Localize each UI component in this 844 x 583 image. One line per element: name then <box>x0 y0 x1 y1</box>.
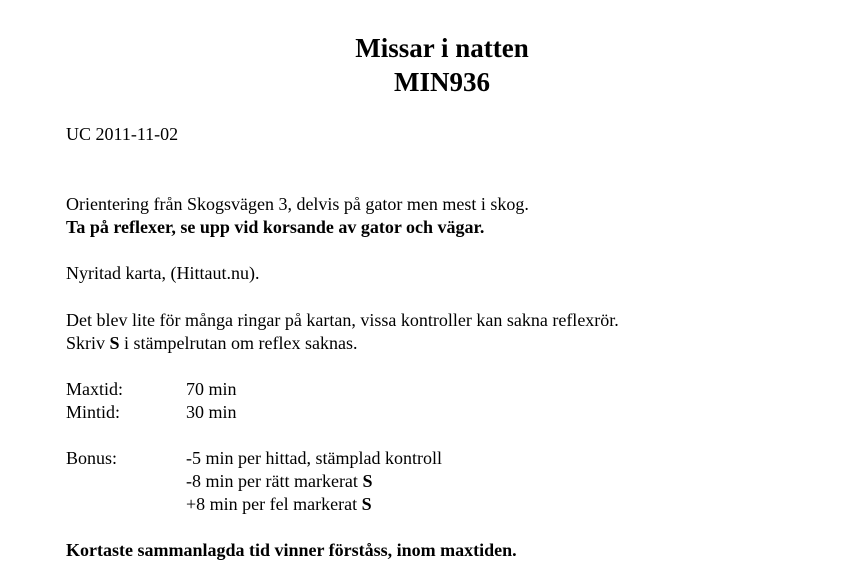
bonus-row <box>66 447 442 470</box>
page-title: Missar i natten <box>355 33 529 63</box>
stamp-note <box>66 332 357 355</box>
stamp-note-s: S <box>109 333 120 353</box>
map-note: Nyritad karta, (Hittaut.nu). <box>66 263 260 283</box>
bonus-label: Bonus: <box>66 448 118 468</box>
bonus-line-2-s: S <box>362 471 373 491</box>
stamp-note-post: i stämpelrutan om reflex saknas. <box>119 333 358 353</box>
min-time-row <box>66 401 237 424</box>
min-time-value: 30 min <box>186 402 237 422</box>
winner-rule: Kortaste sammanlagda tid vinner förståss, inom maxtiden. <box>66 540 517 560</box>
rings-note: Det blev lite för många ringar på kartan, vissa kontroller kan sakna reflexrör. <box>66 310 619 330</box>
max-time-label: Maxtid: <box>66 379 123 399</box>
bonus-line-3 <box>186 493 372 516</box>
date-line: UC 2011-11-02 <box>66 124 179 144</box>
max-time-value: 70 min <box>186 379 237 399</box>
min-time-label: Mintid: <box>66 402 121 422</box>
safety-warning: Ta på reflexer, se upp vid korsande av gator och vägar. <box>66 217 485 237</box>
bonus-line-2-text: -8 min per rätt markerat <box>186 471 363 491</box>
stamp-note-pre: Skriv <box>66 333 110 353</box>
bonus-line-1: -5 min per hittad, stämplad kontroll <box>186 448 442 468</box>
bonus-line-3-text: +8 min per fel markerat <box>186 494 362 514</box>
course-code: MIN936 <box>394 67 490 97</box>
bonus-line-3-s: S <box>361 494 372 514</box>
intro-text: Orientering från Skogsvägen 3, delvis på gator men mest i skog. <box>66 194 529 214</box>
bonus-line-2 <box>186 470 372 493</box>
max-time-row <box>66 378 237 401</box>
